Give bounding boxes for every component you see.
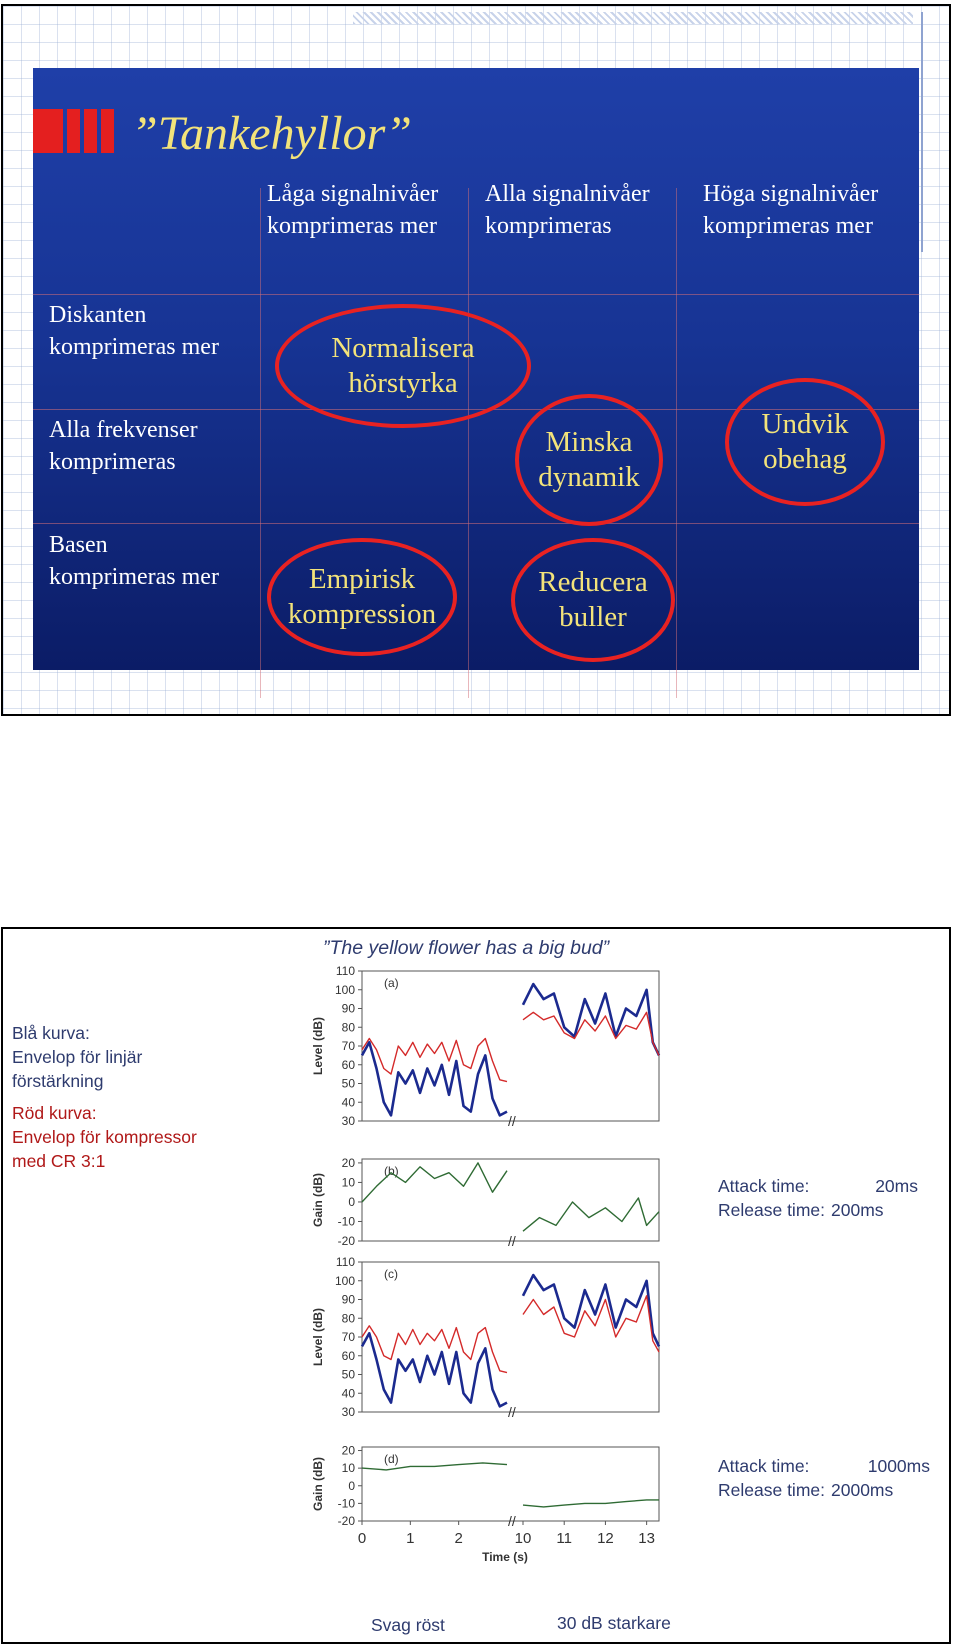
y-tick-label: 110 bbox=[335, 964, 355, 978]
series-line bbox=[523, 1012, 659, 1055]
y-tick-label: 30 bbox=[341, 1114, 355, 1128]
y-tick-label: 80 bbox=[341, 1020, 355, 1035]
slide-1 bbox=[33, 68, 919, 670]
slide-title: ”Tankehyllor” bbox=[131, 107, 412, 160]
bottom-left-caption: Svag röst bbox=[371, 1615, 445, 1635]
x-tick-label: 11 bbox=[556, 1530, 573, 1547]
panel-frame bbox=[362, 1447, 659, 1521]
bubble-reducera: Reducera buller bbox=[511, 538, 675, 662]
y-axis-label: Level (dB) bbox=[311, 1307, 325, 1367]
row-header: Basen komprimeras mer bbox=[49, 532, 219, 590]
decorative-pattern bbox=[353, 12, 913, 24]
title-accent-bars bbox=[33, 109, 119, 153]
y-axis-label: Gain (dB) bbox=[311, 1457, 325, 1511]
legend-blue-line: förstärkning bbox=[12, 1071, 104, 1091]
panel-frame bbox=[362, 1159, 659, 1241]
x-tick-label: 1 bbox=[406, 1530, 415, 1547]
y-tick-label: 20 bbox=[341, 1155, 355, 1170]
slide-2-frame bbox=[1, 927, 951, 1644]
x-axis-label: Time (s) bbox=[482, 1550, 528, 1564]
y-tick-label: 0 bbox=[348, 1478, 355, 1493]
panel-frame bbox=[362, 1262, 659, 1412]
bubble-empirisk: Empirisk kompression bbox=[267, 538, 457, 656]
axis-break: // bbox=[508, 1113, 516, 1129]
y-tick-label: 80 bbox=[341, 1311, 355, 1326]
y-tick-label: 90 bbox=[341, 1292, 355, 1307]
panel-label: (d) bbox=[384, 1452, 399, 1466]
axis-break: // bbox=[508, 1513, 516, 1529]
y-tick-label: 70 bbox=[341, 1330, 355, 1344]
grid-line bbox=[468, 188, 469, 698]
bubble-undvik: Undvik obehag bbox=[725, 378, 885, 506]
x-tick-label: 10 bbox=[514, 1530, 532, 1547]
panel-frame bbox=[362, 971, 659, 1121]
x-tick-label: 12 bbox=[597, 1530, 614, 1547]
legend-red-heading: Röd kurva: bbox=[12, 1103, 97, 1123]
x-tick-label: 2 bbox=[454, 1530, 463, 1547]
y-tick-label: 30 bbox=[341, 1405, 355, 1419]
column-header: Alla signalnivåer komprimeras bbox=[485, 181, 650, 239]
grid-line bbox=[676, 188, 677, 698]
grid-line bbox=[33, 294, 919, 295]
column-header: Låga signalnivåer komprimeras mer bbox=[267, 181, 439, 239]
y-tick-label: 100 bbox=[334, 1273, 355, 1288]
y-tick-label: -20 bbox=[337, 1514, 355, 1528]
y-tick-label: 40 bbox=[341, 1095, 355, 1110]
grid-line bbox=[33, 523, 919, 524]
y-axis-label: Level (dB) bbox=[311, 1016, 325, 1076]
panel-label: (c) bbox=[384, 1267, 398, 1281]
decorative-line bbox=[921, 12, 923, 252]
axis-break: // bbox=[508, 1233, 516, 1249]
sentence-caption: ”The yellow flower has a big bud” bbox=[323, 937, 610, 959]
row-header: Diskanten komprimeras mer bbox=[49, 302, 219, 360]
bubble-minska: Minska dynamik bbox=[515, 394, 663, 526]
x-tick-label: 0 bbox=[357, 1530, 367, 1547]
row-header: Alla frekvenser komprimeras bbox=[49, 417, 198, 475]
y-tick-label: 110 bbox=[335, 1255, 355, 1269]
y-tick-label: 70 bbox=[341, 1039, 355, 1053]
envelope-chart bbox=[3, 929, 949, 1642]
series-line bbox=[523, 1500, 659, 1507]
params-fast: Attack time: 20ms Release time: 200ms bbox=[718, 1176, 918, 1220]
y-tick-label: 60 bbox=[341, 1348, 355, 1363]
y-tick-label: 40 bbox=[341, 1386, 355, 1401]
axis-break: // bbox=[508, 1404, 516, 1420]
y-axis-label: Gain (dB) bbox=[311, 1173, 325, 1227]
series-line bbox=[523, 1198, 659, 1231]
panel-label: (b) bbox=[384, 1164, 399, 1178]
column-header: Höga signalnivåer komprimeras mer bbox=[703, 181, 879, 239]
y-tick-label: 0 bbox=[348, 1194, 355, 1209]
grid-line bbox=[260, 188, 261, 698]
y-tick-label: 10 bbox=[341, 1175, 355, 1190]
series-line bbox=[523, 1275, 659, 1346]
params-slow: Attack time: 1000ms Release time: 2000ms bbox=[718, 1456, 930, 1500]
y-tick-label: 90 bbox=[341, 1001, 355, 1016]
legend-red-line: med CR 3:1 bbox=[12, 1151, 106, 1171]
y-tick-label: 20 bbox=[341, 1443, 355, 1458]
bubble-normalisera: Normalisera hörstyrka bbox=[275, 304, 531, 428]
y-tick-label: -10 bbox=[337, 1496, 355, 1511]
slide-1-frame bbox=[1, 4, 951, 716]
y-tick-label: 10 bbox=[341, 1461, 355, 1476]
y-tick-label: 100 bbox=[334, 982, 355, 997]
panel-label: (a) bbox=[384, 976, 399, 990]
x-tick-label: 13 bbox=[638, 1530, 655, 1547]
legend-blue-heading: Blå kurva: bbox=[12, 1023, 90, 1043]
legend-blue-line: Envelop för linjär bbox=[12, 1047, 143, 1067]
y-tick-label: 60 bbox=[341, 1057, 355, 1072]
bottom-right-caption: 30 dB starkare bbox=[557, 1613, 671, 1633]
legend-red-line: Envelop för kompressor bbox=[12, 1127, 197, 1147]
y-tick-label: 50 bbox=[341, 1076, 355, 1091]
y-tick-label: 50 bbox=[341, 1367, 355, 1382]
y-tick-label: -10 bbox=[337, 1214, 355, 1229]
series-line bbox=[362, 1333, 507, 1406]
y-tick-label: -20 bbox=[337, 1234, 355, 1248]
